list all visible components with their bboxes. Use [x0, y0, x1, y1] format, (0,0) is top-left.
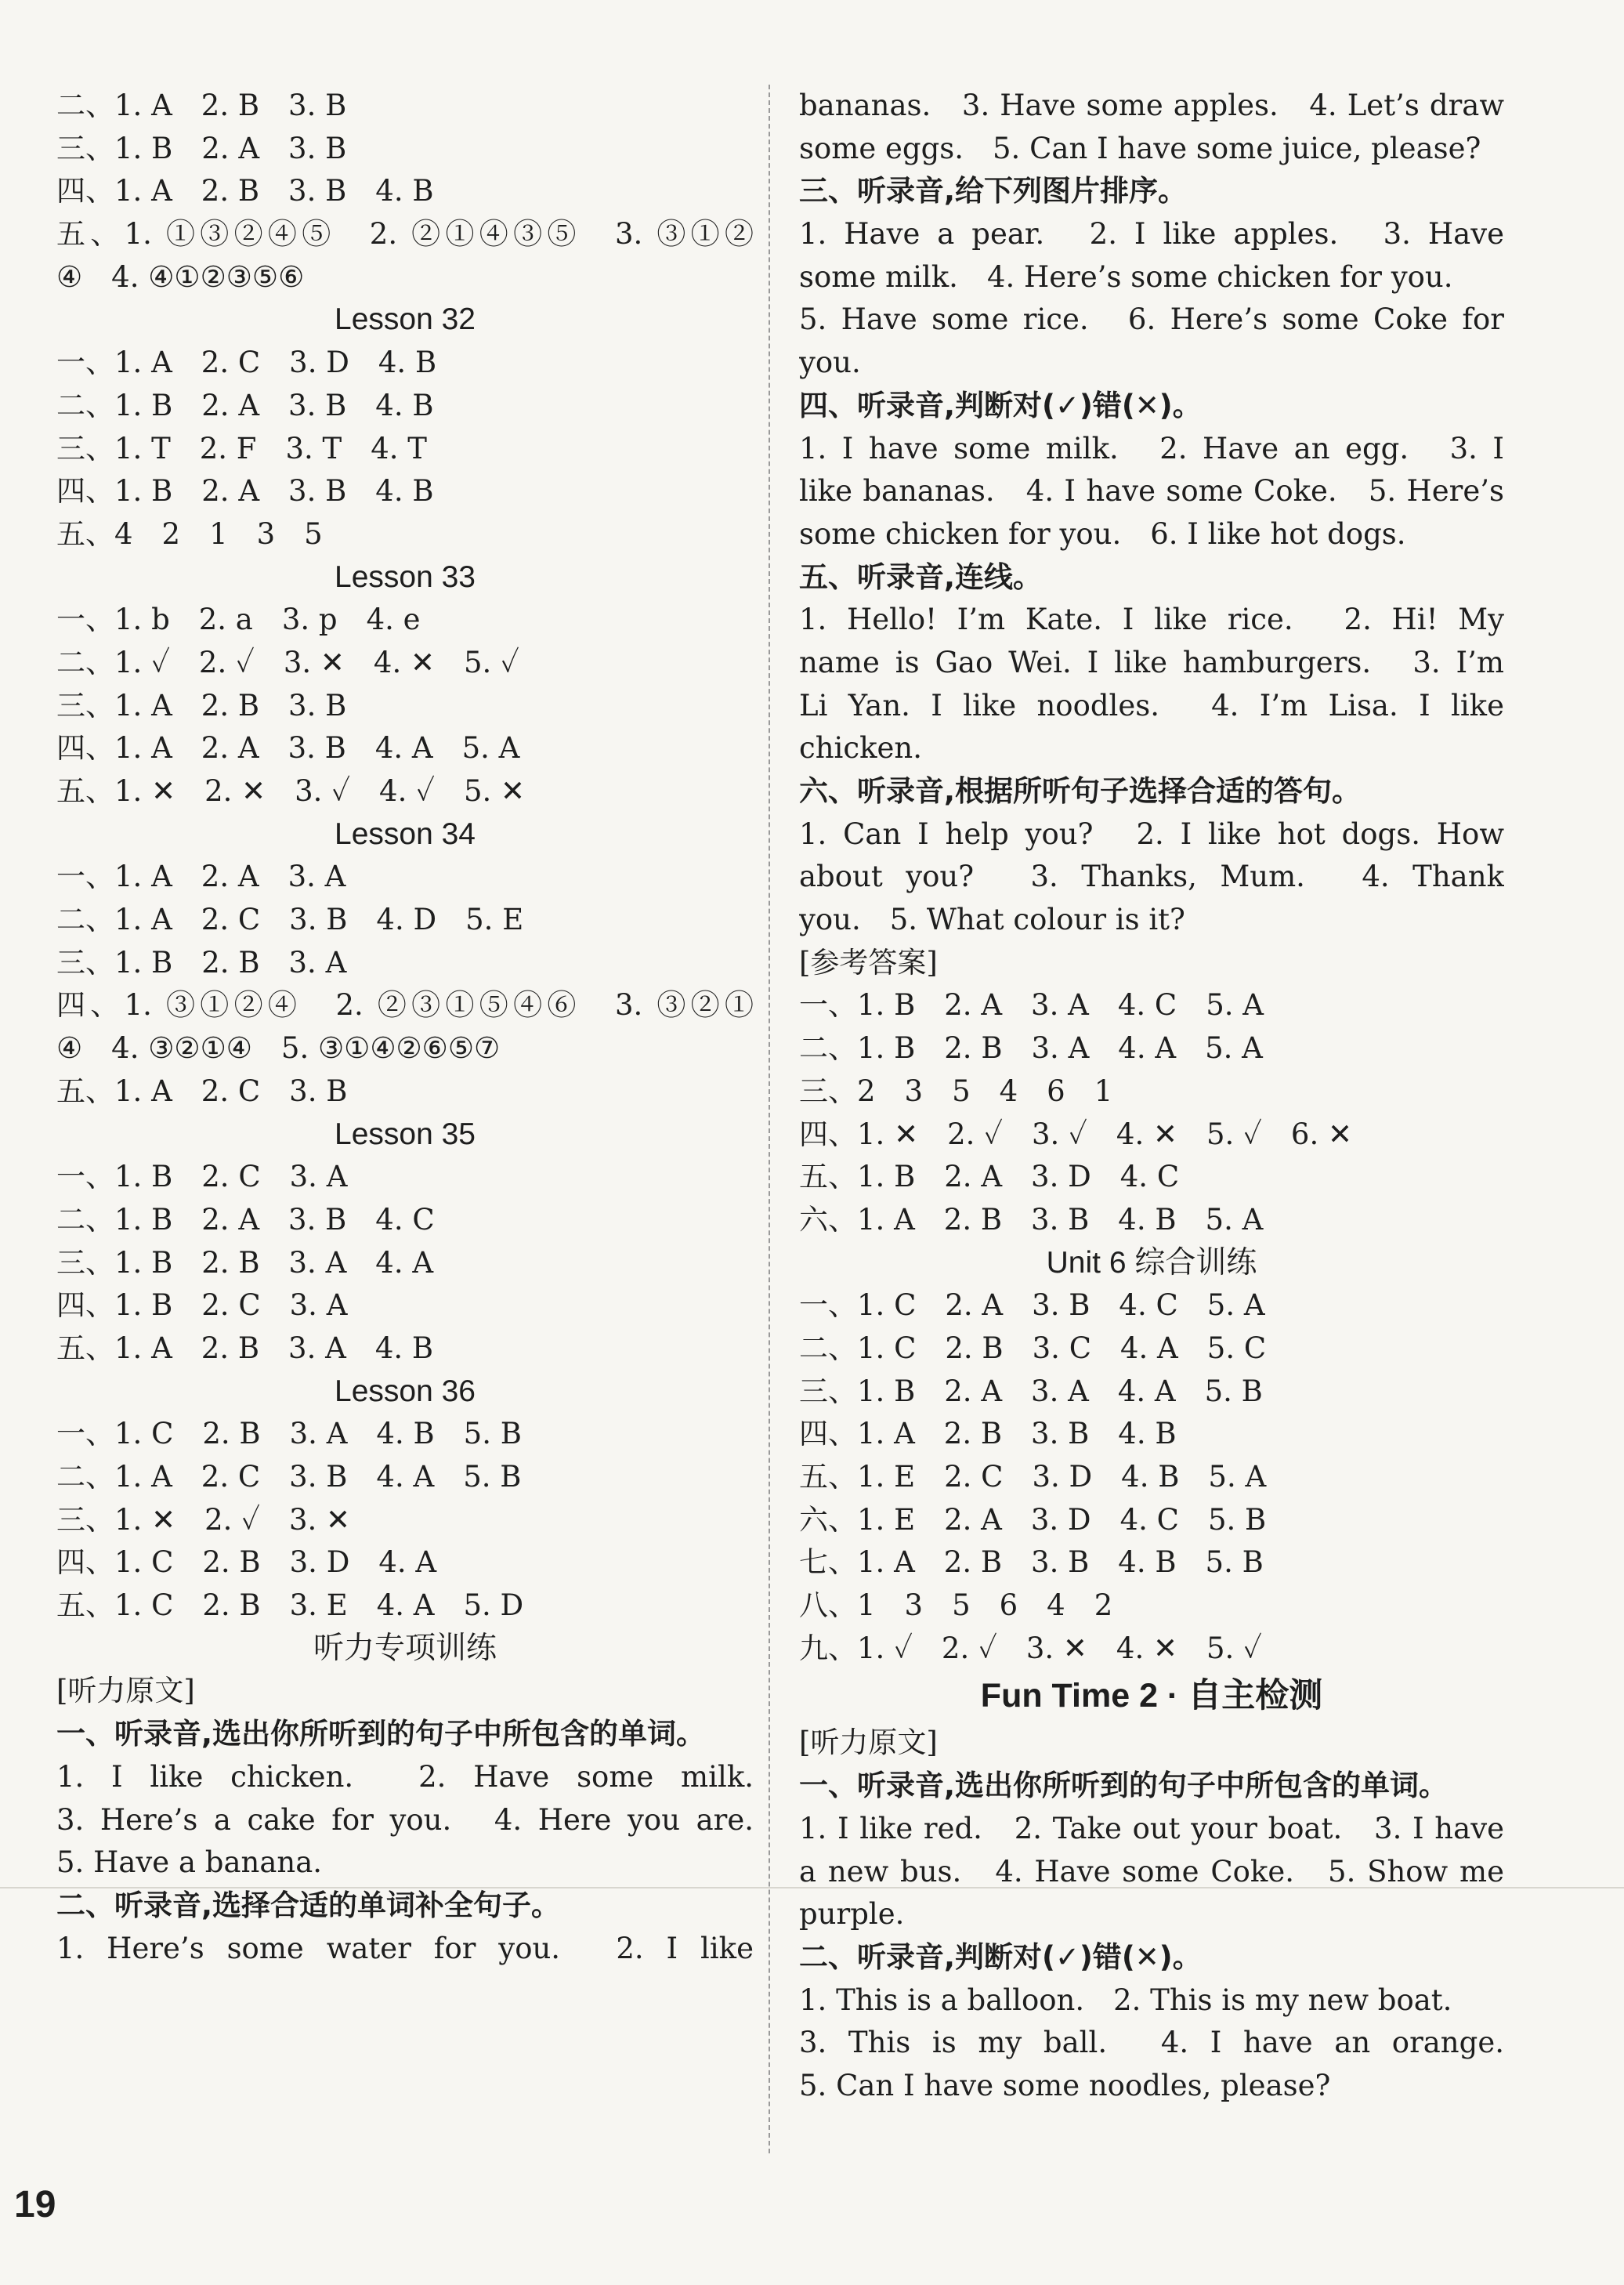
- answer-line: chicken.: [799, 731, 923, 766]
- answer-line: 八、1 3 5 6 4 2: [799, 1588, 1113, 1623]
- answer-line: 三、1. A 2. B 3. B: [56, 688, 347, 722]
- answer-line: about you? 3. Thanks, Mum. 4. Thank: [799, 860, 1504, 894]
- answer-line: 3. This is my ball. 4. I have an orange.: [799, 2026, 1504, 2060]
- answer-line: Li Yan. I like noodles. 4. I’m Lisa. I like: [799, 688, 1504, 722]
- answer-line: 二、1. B 2. B 3. A 4. A 5. A: [799, 1031, 1263, 1066]
- answer-line: name is Gao Wei. I like hamburgers. 3. I’m: [799, 645, 1504, 679]
- answer-line: 三、1. ✕ 2. ✓ 3. ✕: [56, 1502, 351, 1537]
- answer-line: 四、1. ③①②④ 2. ②③①⑤④⑥ 3. ③②①: [56, 988, 754, 1023]
- answer-line: 三、1. B 2. A 3. A 4. A 5. B: [799, 1374, 1263, 1408]
- section-heading: 听力专项训练: [313, 1631, 497, 1665]
- answer-line: 五、1. A 2. C 3. B: [56, 1074, 348, 1108]
- left-column: [56, 85, 754, 1970]
- answer-line: 1. I like red. 2. Take out your boat. 3. I have: [799, 1811, 1504, 1845]
- answer-line: 五、1. E 2. C 3. D 4. B 5. A: [799, 1460, 1267, 1494]
- answer-line: 3. Here’s a cake for you. 4. Here you are.: [56, 1802, 754, 1837]
- exercise-instruction: 一、听录音,选出你所听到的句子中所包含的单词。: [56, 1717, 706, 1751]
- answer-line: 一、1. C 2. A 3. B 4. C 5. A: [799, 1288, 1265, 1323]
- answer-line: 三、2 3 5 4 6 1: [799, 1074, 1113, 1108]
- answer-line: 一、1. A 2. C 3. D 4. B: [56, 346, 437, 380]
- answer-line: 二、1. A 2. C 3. B 4. D 5. E: [56, 903, 524, 937]
- answer-line: you.: [799, 346, 861, 380]
- answer-line: 一、1. B 2. A 3. A 4. C 5. A: [799, 988, 1264, 1023]
- answer-line: purple.: [799, 1897, 905, 1932]
- answer-line: 1. Here’s some water for you. 2. I like: [56, 1931, 754, 1965]
- answer-line: 四、1. A 2. B 3. B 4. B: [56, 174, 434, 208]
- section-heading: Lesson 33: [335, 559, 476, 594]
- answer-line: 五、1. ①③②④⑤ 2. ②①④③⑤ 3. ③①②: [56, 217, 754, 252]
- page-number: 19: [14, 2184, 56, 2225]
- answer-line: 四、1. C 2. B 3. D 4. A: [56, 1545, 437, 1580]
- exercise-instruction: 二、听录音,判断对(✓)错(✕)。: [799, 1939, 1202, 1974]
- section-heading: Lesson 36: [335, 1374, 476, 1408]
- answer-line: 三、1. B 2. B 3. A 4. A: [56, 1245, 434, 1280]
- exercise-instruction: 一、听录音,选出你所听到的句子中所包含的单词。: [799, 1769, 1449, 1803]
- answer-line: ④ 4. ④①②③⑤⑥: [56, 259, 305, 294]
- answer-line: like bananas. 4. I have some Coke. 5. Here’s: [799, 474, 1504, 509]
- right-column: [799, 85, 1504, 2108]
- column-divider: [769, 85, 770, 2153]
- answer-line: 二、1. C 2. B 3. C 4. A 5. C: [799, 1331, 1267, 1365]
- section-heading: Lesson 32: [335, 302, 476, 337]
- answer-line: some eggs. 5. Can I have some juice, please?: [799, 131, 1481, 165]
- answer-line: 五、4 2 1 3 5: [56, 516, 323, 551]
- answer-line: 四、1. A 2. A 3. B 4. A 5. A: [56, 731, 520, 766]
- answer-line: 三、1. B 2. B 3. A: [56, 945, 347, 980]
- answer-line: 1. I like chicken. 2. Have some milk.: [56, 1759, 754, 1794]
- answer-line: 五、1. ✕ 2. ✕ 3. ✓ 4. ✓ 5. ✕: [56, 774, 526, 808]
- answer-line: 5. Have a banana.: [56, 1845, 323, 1880]
- section-heading: Lesson 35: [335, 1117, 476, 1151]
- answer-line: 5. Have some rice. 6. Here’s some Coke for: [799, 302, 1504, 337]
- answer-line: 1. Can I help you? 2. I like hot dogs. How: [799, 817, 1504, 851]
- exercise-instruction: 三、听录音,给下列图片排序。: [799, 174, 1188, 208]
- answer-line: 一、1. A 2. A 3. A: [56, 860, 346, 894]
- answer-line: you. 5. What colour is it?: [799, 903, 1185, 937]
- answer-line: a new bus. 4. Have some Coke. 5. Show me: [799, 1854, 1504, 1888]
- answer-line: 1. This is a balloon. 2. This is my new boat.: [799, 1983, 1452, 2017]
- answer-line: [参考答案]: [799, 945, 938, 980]
- answer-line: 四、1. B 2. A 3. B 4. B: [56, 474, 434, 509]
- answer-line: 一、1. B 2. C 3. A: [56, 1160, 348, 1194]
- answer-line: 二、1. B 2. A 3. B 4. B: [56, 388, 434, 422]
- section-heading: Lesson 34: [335, 817, 476, 851]
- exercise-instruction: 六、听录音,根据所听句子选择合适的答句。: [799, 774, 1362, 808]
- answer-line: 五、1. A 2. B 3. A 4. B: [56, 1331, 434, 1365]
- answer-line: 二、1. B 2. A 3. B 4. C: [56, 1202, 435, 1237]
- answer-line: 九、1. ✓ 2. ✓ 3. ✕ 4. ✕ 5. ✓: [799, 1631, 1262, 1665]
- answer-line: 二、1. ✓ 2. ✓ 3. ✕ 4. ✕ 5. ✓: [56, 645, 519, 679]
- answer-line: 六、1. E 2. A 3. D 4. C 5. B: [799, 1502, 1267, 1537]
- answer-line: 二、1. A 2. C 3. B 4. A 5. B: [56, 1460, 522, 1494]
- answer-line: 五、1. C 2. B 3. E 4. A 5. D: [56, 1588, 524, 1623]
- answer-line: 三、1. T 2. F 3. T 4. T: [56, 431, 427, 465]
- answer-line: 三、1. B 2. A 3. B: [56, 131, 347, 165]
- answer-line: 六、1. A 2. B 3. B 4. B 5. A: [799, 1202, 1264, 1237]
- exercise-instruction: 二、听录音,选择合适的单词补全句子。: [56, 1888, 561, 1922]
- answer-line: 五、1. B 2. A 3. D 4. C: [799, 1160, 1180, 1194]
- answer-line: [听力原文]: [799, 1726, 938, 1760]
- section-heading: Unit 6 综合训练: [1046, 1245, 1257, 1280]
- exercise-instruction: 四、听录音,判断对(✓)错(✕)。: [799, 388, 1202, 422]
- answer-line: some milk. 4. Here’s some chicken for you.: [799, 259, 1453, 294]
- answer-line: 1. Have a pear. 2. I like apples. 3. Have: [799, 217, 1504, 252]
- answer-line: 四、1. A 2. B 3. B 4. B: [799, 1417, 1177, 1451]
- answer-line: 七、1. A 2. B 3. B 4. B 5. B: [799, 1545, 1264, 1580]
- answer-line: 四、1. ✕ 2. ✓ 3. ✓ 4. ✕ 5. ✓ 6. ✕: [799, 1117, 1352, 1151]
- answer-line: [听力原文]: [56, 1674, 195, 1708]
- answer-line: 5. Can I have some noodles, please?: [799, 2068, 1331, 2102]
- answer-line: 1. I have some milk. 2. Have an egg. 3. I: [799, 431, 1504, 465]
- answer-line: 二、1. A 2. B 3. B: [56, 89, 347, 122]
- answer-line: 四、1. B 2. C 3. A: [56, 1288, 348, 1323]
- answer-line: bananas. 3. Have some apples. 4. Let’s draw: [799, 89, 1504, 122]
- answer-line: some chicken for you. 6. I like hot dogs.: [799, 516, 1406, 551]
- answer-line: 一、1. b 2. a 3. p 4. e: [56, 603, 421, 637]
- answer-line: 一、1. C 2. B 3. A 4. B 5. B: [56, 1417, 522, 1451]
- section-heading: Fun Time 2 · 自主检测: [980, 1677, 1323, 1715]
- answer-line: ④ 4. ③②①④ 5. ③①④②⑥⑤⑦: [56, 1031, 501, 1066]
- answer-line: 1. Hello! I’m Kate. I like rice. 2. Hi! My: [799, 603, 1504, 637]
- exercise-instruction: 五、听录音,连线。: [799, 559, 1043, 594]
